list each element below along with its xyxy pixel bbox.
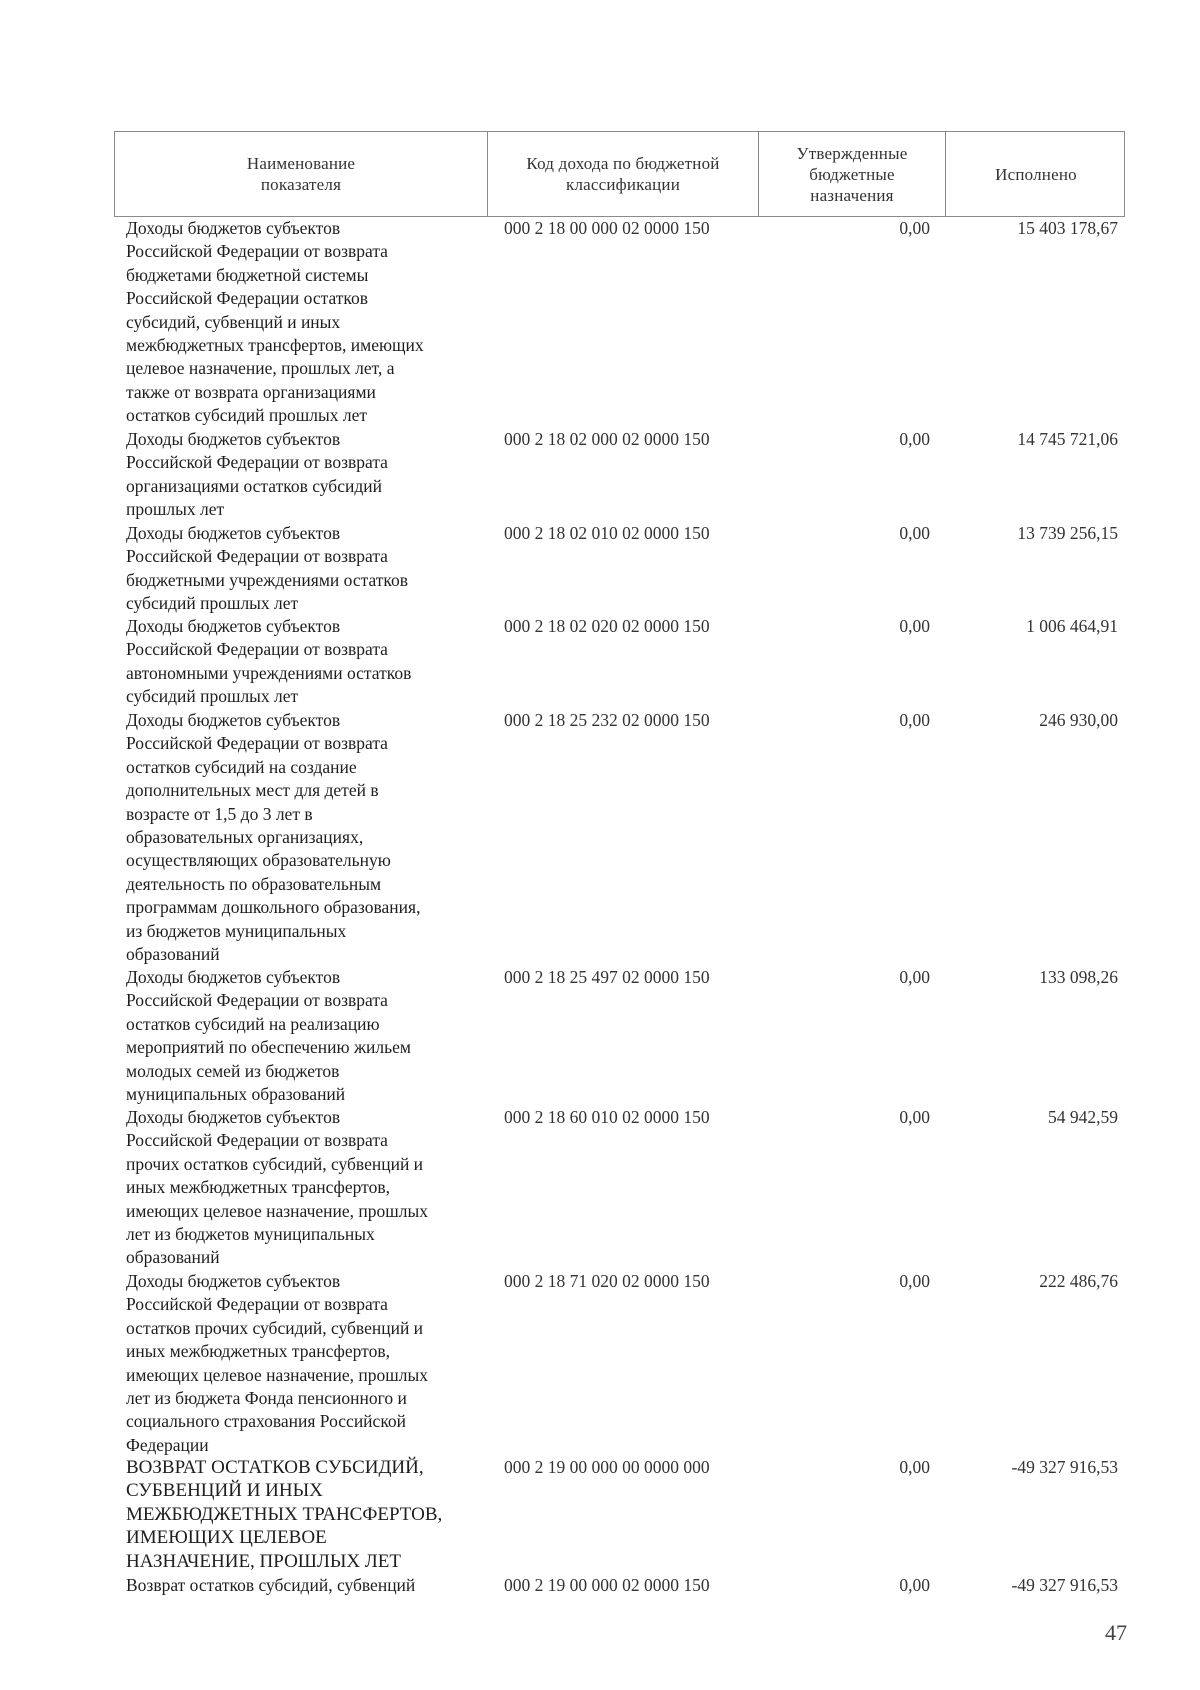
row-executed: -49 327 916,53 — [1011, 1575, 1118, 1595]
row-executed: 54 942,59 — [1048, 1107, 1118, 1127]
row-approved: 0,00 — [899, 710, 930, 730]
row-name: Доходы бюджетов субъектов Российской Федерации от возврата остатков субсидий на реализацию мероприятий по обеспечению жильем молодых семей из бюджетов муниципальных образований — [126, 967, 411, 1105]
header-executed: Исполнено — [995, 164, 1077, 184]
row-approved: 0,00 — [899, 1575, 930, 1595]
row-name: Доходы бюджетов субъектов Российской Федерации от возврата остатков прочих субсидий, субвенций и иных межбюджетных трансфертов, имеющих целевое назначение, прошлых лет из бюджета Фонда пенсионного и социального страхования Российской Федерации — [126, 1271, 429, 1455]
row-executed: 13 739 256,15 — [1017, 523, 1118, 543]
row-name: Доходы бюджетов субъектов Российской Федерации от возврата бюджетными учреждениями остатков субсидий прошлых лет — [126, 523, 409, 614]
row-code: 000 2 19 00 000 00 0000 000 — [504, 1457, 710, 1477]
row-approved: 0,00 — [899, 1107, 930, 1127]
page-number: 47 — [1105, 1620, 1127, 1645]
row-executed: 222 486,76 — [1039, 1271, 1118, 1291]
row-approved: 0,00 — [899, 1457, 930, 1477]
row-executed: 1 006 464,91 — [1026, 616, 1118, 636]
row-code: 000 2 18 02 020 02 0000 150 — [504, 616, 710, 636]
header-income-code: Код дохода по бюджетной классификации — [488, 132, 759, 216]
row-executed: 15 403 178,67 — [1017, 218, 1118, 238]
row-name: Доходы бюджетов субъектов Российской Федерации от возврата организациями остатков субсидий прошлых лет — [126, 429, 388, 520]
row-executed: 133 098,26 — [1039, 967, 1118, 987]
row-executed: 246 930,00 — [1039, 710, 1118, 730]
row-name: Возврат остатков субсидий, субвенций — [126, 1575, 416, 1595]
row-approved: 0,00 — [899, 429, 930, 449]
row-code: 000 2 19 00 000 02 0000 150 — [504, 1575, 710, 1595]
row-code: 000 2 18 02 000 02 0000 150 — [504, 429, 710, 449]
row-approved: 0,00 — [899, 616, 930, 636]
row-code: 000 2 18 60 010 02 0000 150 — [504, 1107, 710, 1127]
row-code: 000 2 18 25 232 02 0000 150 — [504, 710, 710, 730]
row-approved: 0,00 — [899, 523, 930, 543]
header-approved-budget: Утвержденные бюджетные назначения — [759, 132, 946, 216]
row-name: Доходы бюджетов субъектов Российской Федерации от возврата бюджетами бюджетной системы Российской Федерации остатков субсидий, субвенций и иных межбюджетных трансфертов, имеющих целевое назначение, прошлых лет, а также от возврата организациями остатков субсидий прошлых лет — [126, 218, 424, 426]
row-executed: 14 745 721,06 — [1017, 429, 1118, 449]
row-approved: 0,00 — [899, 967, 930, 987]
row-approved: 0,00 — [899, 218, 930, 238]
row-approved: 0,00 — [899, 1271, 930, 1291]
row-code: 000 2 18 71 020 02 0000 150 — [504, 1271, 710, 1291]
row-code: 000 2 18 00 000 02 0000 150 — [504, 218, 710, 238]
header-indicator-name: Наименование показателя — [115, 132, 488, 216]
row-name: Доходы бюджетов субъектов Российской Федерации от возврата прочих остатков субсидий, субвенций и иных межбюджетных трансфертов, имеющих целевое назначение, прошлых лет из бюджетов муниципальных образований — [126, 1107, 429, 1268]
row-name: ВОЗВРАТ ОСТАТКОВ СУБСИДИЙ, СУБВЕНЦИЙ И ИНЫХ МЕЖБЮДЖЕТНЫХ ТРАНСФЕРТОВ, ИМЕЮЩИХ ЦЕЛЕВОЕ НАЗНАЧЕНИЕ, ПРОШЛЫХ ЛЕТ — [126, 1457, 443, 1572]
row-name: Доходы бюджетов субъектов Российской Федерации от возврата остатков субсидий на создание дополнительных мест для детей в возрасте от 1,5 до 3 лет в образовательных организациях, осуществляющих образовательную деятельность по образовательным программам дошкольного образования, из бюджетов муниципальных образований — [126, 710, 421, 965]
row-executed: -49 327 916,53 — [1011, 1457, 1118, 1477]
row-name: Доходы бюджетов субъектов Российской Федерации от возврата автономными учреждениями остатков субсидий прошлых лет — [126, 616, 412, 707]
row-code: 000 2 18 02 010 02 0000 150 — [504, 523, 710, 543]
row-code: 000 2 18 25 497 02 0000 150 — [504, 967, 710, 987]
